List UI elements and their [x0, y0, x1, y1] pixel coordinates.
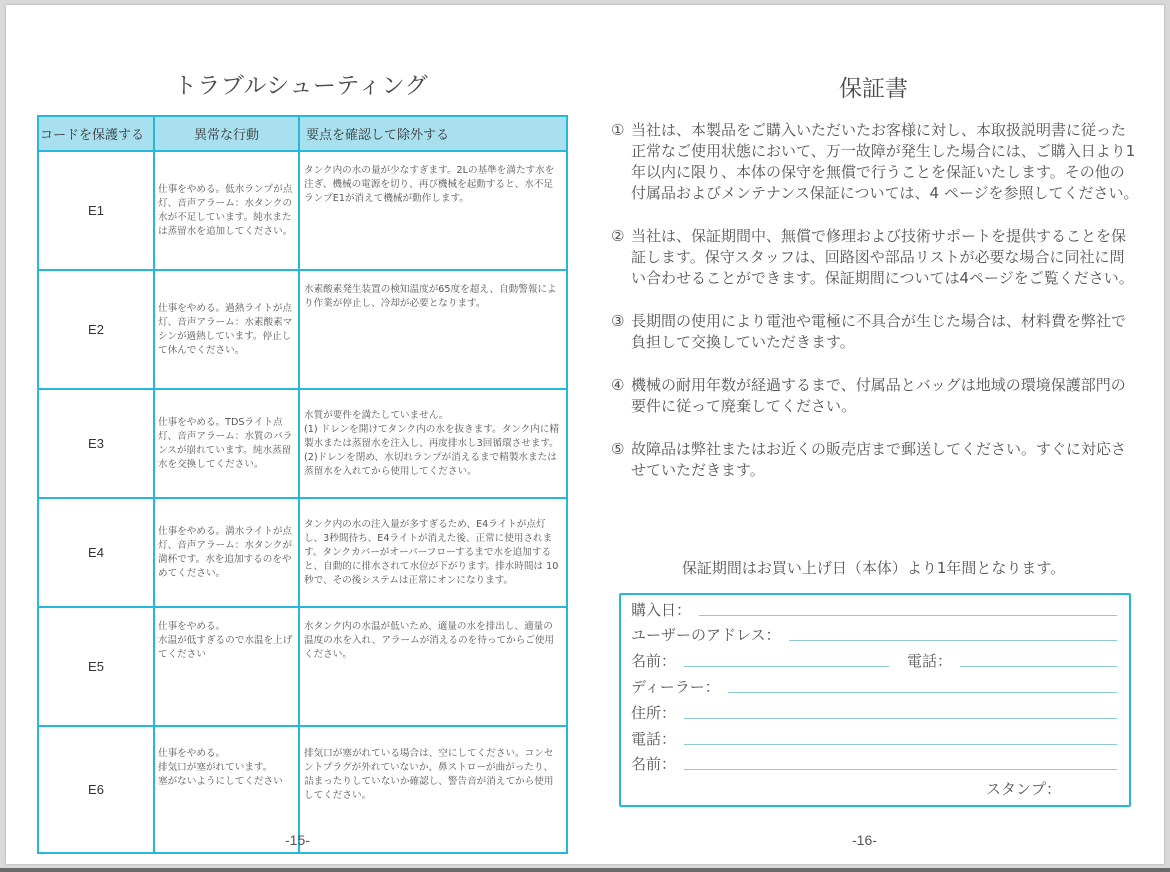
name-field[interactable]	[684, 666, 889, 667]
error-code: E6	[38, 726, 154, 853]
stamp-label: スタンプ：	[985, 780, 1061, 798]
table-row	[38, 151, 567, 270]
name-phone-row	[631, 648, 1117, 674]
term-number: ④	[611, 376, 625, 394]
purchase-date-row	[631, 597, 1117, 623]
term-text: 長期間の使用により電池や電極に不具合が生じた場合は、材料費を弊社で負担して交換していただきます。	[631, 312, 1127, 351]
symptom-cell: 仕事をやめる。低水ランプが点灯、音声アラーム：水タンクの水が不足しています。純水または蒸留水を追加してください。	[154, 151, 299, 270]
symptom-cell: 仕事をやめる。TDSライト点灯、音声アラーム：水質のバランスが崩れています。純水蒸留水を交換してください。	[154, 389, 299, 498]
term-number: ②	[611, 227, 625, 245]
term-text: 当社は、本製品をご購入いただいたお客様に対し、本取扱説明書に従った正常なご使用状態において、万一故障が発生した場合には、ご購入日より1年以内に限り、本体の保守を無償で行うことを保証いたします。その他の付属品およびメンテナンス保証については、4 ページを参照してください。	[631, 121, 1139, 202]
warranty-period-note: 保証期間はお買い上げ日（本体）より1年間となります。	[681, 559, 1066, 577]
address-row	[631, 700, 1117, 726]
error-code: E4	[38, 498, 154, 607]
purchase-date-field[interactable]	[699, 615, 1117, 616]
dealer-name-row	[631, 751, 1117, 777]
user-address-field[interactable]	[789, 640, 1117, 641]
dealer-label: ディーラー：	[631, 678, 720, 696]
term-number: ①	[611, 121, 625, 139]
header-fix: 要点を確認して除外する	[299, 116, 567, 151]
warranty-title: 保証書	[839, 76, 908, 102]
dealer-row	[631, 674, 1117, 700]
term-number: ③	[611, 312, 625, 330]
user-address-row	[631, 622, 1117, 648]
troubleshooting-table	[37, 115, 568, 854]
fix-cell: タンク内の水の量が少なすぎます。2Lの基準を満たす水を注ぎ、機械の電源を切り、再び機械を起動すると、水不足ランプE1が消えて機械が動作します。	[299, 151, 567, 270]
fix-cell: 排気口が塞がれている場合は、空にしてください。コンセントプラグが外れていないか、鼻ストローが曲がったり、詰まったりしていないか確認し、警告音が消えてから使用してください。	[299, 726, 567, 853]
dealer-name-field[interactable]	[684, 769, 1117, 770]
fix-cell: タンク内の水の注入量が多すぎるため、E4ライトが点灯し、3秒間待ち、E4ライトが消えた後、正常に使用されます。タンクカバーがオーバーフローするまで水を追加すると、自動的に排水されて水位が下がります。排水時間は 10 秒で、その後システムは正常にオンになります。	[299, 498, 567, 607]
phone-field[interactable]	[960, 666, 1117, 667]
document-spread	[6, 5, 1164, 864]
dealer-name-label: 名前：	[631, 755, 677, 773]
page-number-left: -15-	[285, 832, 310, 848]
page-number-right: -16-	[852, 832, 877, 848]
purchase-date-label: 購入日：	[631, 601, 692, 619]
table-row	[38, 498, 567, 607]
symptom-cell: 仕事をやめる。 水温が低すぎるので水温を上げてください	[154, 607, 299, 726]
table-row	[38, 607, 567, 726]
header-symptom: 異常な行動	[154, 116, 299, 151]
table-row	[38, 389, 567, 498]
table-header-row	[38, 116, 567, 151]
address-label: 住所：	[631, 704, 677, 722]
viewer-bottom-edge	[0, 868, 1170, 872]
error-code: E1	[38, 151, 154, 270]
symptom-cell: 仕事をやめる。過熱ライトが点灯、音声アラーム：水素酸素マシンが過熱しています。停止して休んでください。	[154, 270, 299, 389]
warranty-term	[611, 226, 1139, 289]
fix-cell: 水質が要件を満たしていません。 (1) ドレンを開けてタンク内の水を抜きます。タンク内に精製水または蒸留水を注入し、再度排水し3回循環させます。 (2)ドレンを閉め、水切れランプが消えるまで精製水または蒸留水を入れてから使用してください。	[299, 389, 567, 498]
symptom-cell: 仕事をやめる。満水ライトが点灯、音声アラーム：水タンクが満杯です。水を追加するのをやめてください。	[154, 498, 299, 607]
warranty-term	[611, 311, 1139, 353]
warranty-term	[611, 439, 1139, 481]
error-code: E5	[38, 607, 154, 726]
troubleshooting-title: トラブルシューティング	[173, 73, 429, 99]
fix-cell: 水素酸素発生装置の検知温度が65度を超え、自動警報により作業が停止し、冷却が必要となります。	[299, 270, 567, 389]
dealer-field[interactable]	[728, 692, 1117, 693]
term-text: 機械の耐用年数が経過するまで、付属品とバッグは地域の環境保護部門の要件に従って廃棄してください。	[631, 376, 1126, 415]
user-address-label: ユーザーのアドレス：	[631, 626, 781, 644]
table-row	[38, 270, 567, 389]
fix-cell: 水タンク内の水温が低いため、適量の水を排出し、適量の温度の水を入れ、アラームが消えるのを待ってからご使用ください。	[299, 607, 567, 726]
symptom-cell: 仕事をやめる。 排気口が塞がれています。 塞がないようにしてください	[154, 726, 299, 853]
term-number: ⑤	[611, 440, 625, 458]
name-label: 名前：	[631, 652, 677, 670]
warranty-form	[619, 593, 1131, 807]
dealer-phone-label: 電話：	[631, 730, 677, 748]
term-text: 当社は、保証期間中、無償で修理および技術サポートを提供することを保証します。保守スタッフは、回路図や部品リストが必要な場合に同社に問い合わせることができます。保証期間については4ページをご覧ください。	[631, 227, 1134, 287]
header-code: コードを保護する	[38, 116, 154, 151]
error-code: E2	[38, 270, 154, 389]
phone-label: 電話：	[907, 652, 953, 670]
term-text: 故障品は弊社またはお近くの販売店まで郵送してください。すぐに対応させていただきます。	[631, 440, 1127, 479]
warranty-term	[611, 375, 1139, 417]
warranty-terms	[611, 120, 1139, 503]
dealer-phone-field[interactable]	[684, 744, 1117, 745]
dealer-phone-row	[631, 726, 1117, 752]
address-field[interactable]	[684, 718, 1117, 719]
error-code: E3	[38, 389, 154, 498]
warranty-term	[611, 120, 1139, 204]
